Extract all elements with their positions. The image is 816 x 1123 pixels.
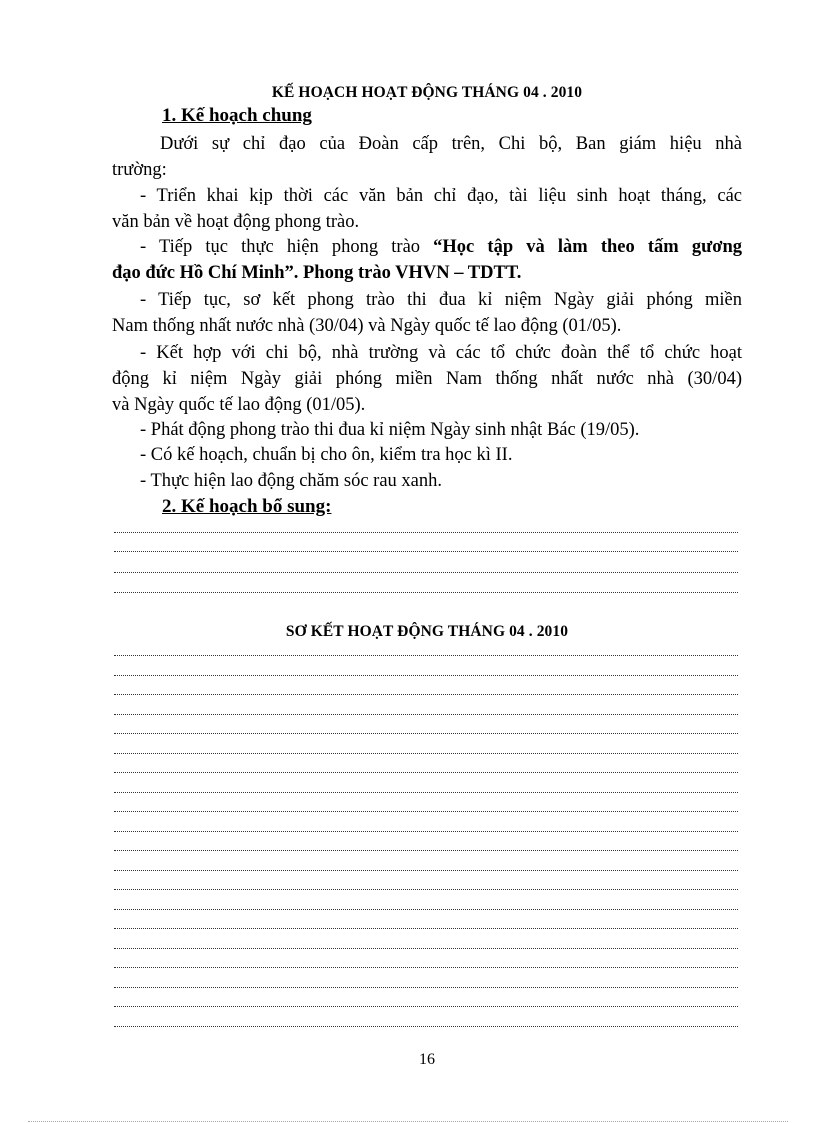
review-title: SƠ KẾT HOẠT ĐỘNG THÁNG 04 . 2010 bbox=[285, 623, 569, 640]
item3-line-2: Nam thống nhất nước nhà (30/04) và Ngày quốc tế lao động (01/05). bbox=[112, 315, 622, 336]
dotted-line bbox=[114, 948, 738, 949]
dotted-line bbox=[114, 792, 738, 793]
item2-bold-2: đạo đức Hồ Chí Minh”. Phong trào VHVN – TDTT. bbox=[112, 262, 522, 283]
document-page bbox=[112, 0, 742, 1123]
section2-heading: 2. Kế hoạch bổ sung: bbox=[162, 496, 332, 517]
dotted-line bbox=[114, 655, 738, 656]
item1-line-2: văn bản về hoạt động phong trào. bbox=[112, 211, 360, 232]
item2-bold-1: “Học tập và làm theo tấm gương bbox=[433, 237, 742, 257]
dotted-line bbox=[114, 675, 738, 676]
item4-line-3: và Ngày quốc tế lao động (01/05). bbox=[112, 394, 366, 415]
dotted-line bbox=[114, 870, 738, 871]
dotted-line bbox=[114, 551, 738, 552]
plan-item-3 bbox=[112, 288, 742, 340]
item2-prefix: - Tiếp tục thực hiện phong trào bbox=[140, 237, 434, 257]
page-number: 16 bbox=[419, 1051, 435, 1068]
dotted-line bbox=[114, 753, 738, 754]
section1-heading: 1. Kế hoạch chung bbox=[162, 105, 312, 126]
item2-line-1 bbox=[112, 235, 742, 261]
plan-item-4 bbox=[112, 341, 742, 418]
page-bottom-border bbox=[28, 1121, 788, 1122]
dotted-line bbox=[114, 928, 738, 929]
intro-paragraph bbox=[112, 132, 742, 184]
item2-line-2 bbox=[112, 261, 742, 287]
plan-item-2 bbox=[112, 235, 742, 287]
dotted-line bbox=[114, 733, 738, 734]
item7-line: - Thực hiện lao động chăm sóc rau xanh. bbox=[140, 471, 442, 491]
plan-item-1 bbox=[112, 184, 742, 236]
dotted-line bbox=[114, 592, 738, 593]
dotted-line bbox=[114, 694, 738, 695]
plan-item-5 bbox=[112, 418, 742, 444]
dotted-line bbox=[114, 987, 738, 988]
dotted-line bbox=[114, 1026, 738, 1027]
item4-line-2: động kỉ niệm Ngày giải phóng miền Nam thống nhất nước nhà (30/04) bbox=[112, 368, 742, 389]
item1-line-1: - Triển khai kịp thời các văn bản chỉ đạo, tài liệu sinh hoạt tháng, các bbox=[140, 186, 742, 206]
plan-title: KẾ HOẠCH HOẠT ĐỘNG THÁNG 04 . 2010 bbox=[271, 84, 583, 101]
dotted-line bbox=[114, 772, 738, 773]
dotted-line bbox=[114, 831, 738, 832]
intro-line-1: Dưới sự chỉ đạo của Đoàn cấp trên, Chi bộ, Ban giám hiệu nhà bbox=[160, 134, 742, 154]
item6-line: - Có kế hoạch, chuẩn bị cho ôn, kiểm tra học kì II. bbox=[140, 445, 513, 465]
intro-line-2: trường: bbox=[112, 159, 167, 180]
dotted-line bbox=[114, 811, 738, 812]
item5-line: - Phát động phong trào thi đua kỉ niệm Ngày sinh nhật Bác (19/05). bbox=[140, 420, 640, 440]
dotted-line bbox=[114, 850, 738, 851]
plan-item-6 bbox=[112, 443, 742, 469]
dotted-line bbox=[114, 909, 738, 910]
dotted-line bbox=[114, 572, 738, 573]
dotted-line bbox=[114, 889, 738, 890]
plan-item-7 bbox=[112, 469, 742, 495]
dotted-line bbox=[114, 532, 738, 533]
dotted-line bbox=[114, 967, 738, 968]
item4-line-1: - Kết hợp với chi bộ, nhà trường và các tổ chức đoàn thể tổ chức hoạt bbox=[140, 343, 742, 363]
dotted-line bbox=[114, 714, 738, 715]
dotted-line bbox=[114, 1006, 738, 1007]
item3-line-1: - Tiếp tục, sơ kết phong trào thi đua kỉ niệm Ngày giải phóng miền bbox=[140, 290, 742, 310]
